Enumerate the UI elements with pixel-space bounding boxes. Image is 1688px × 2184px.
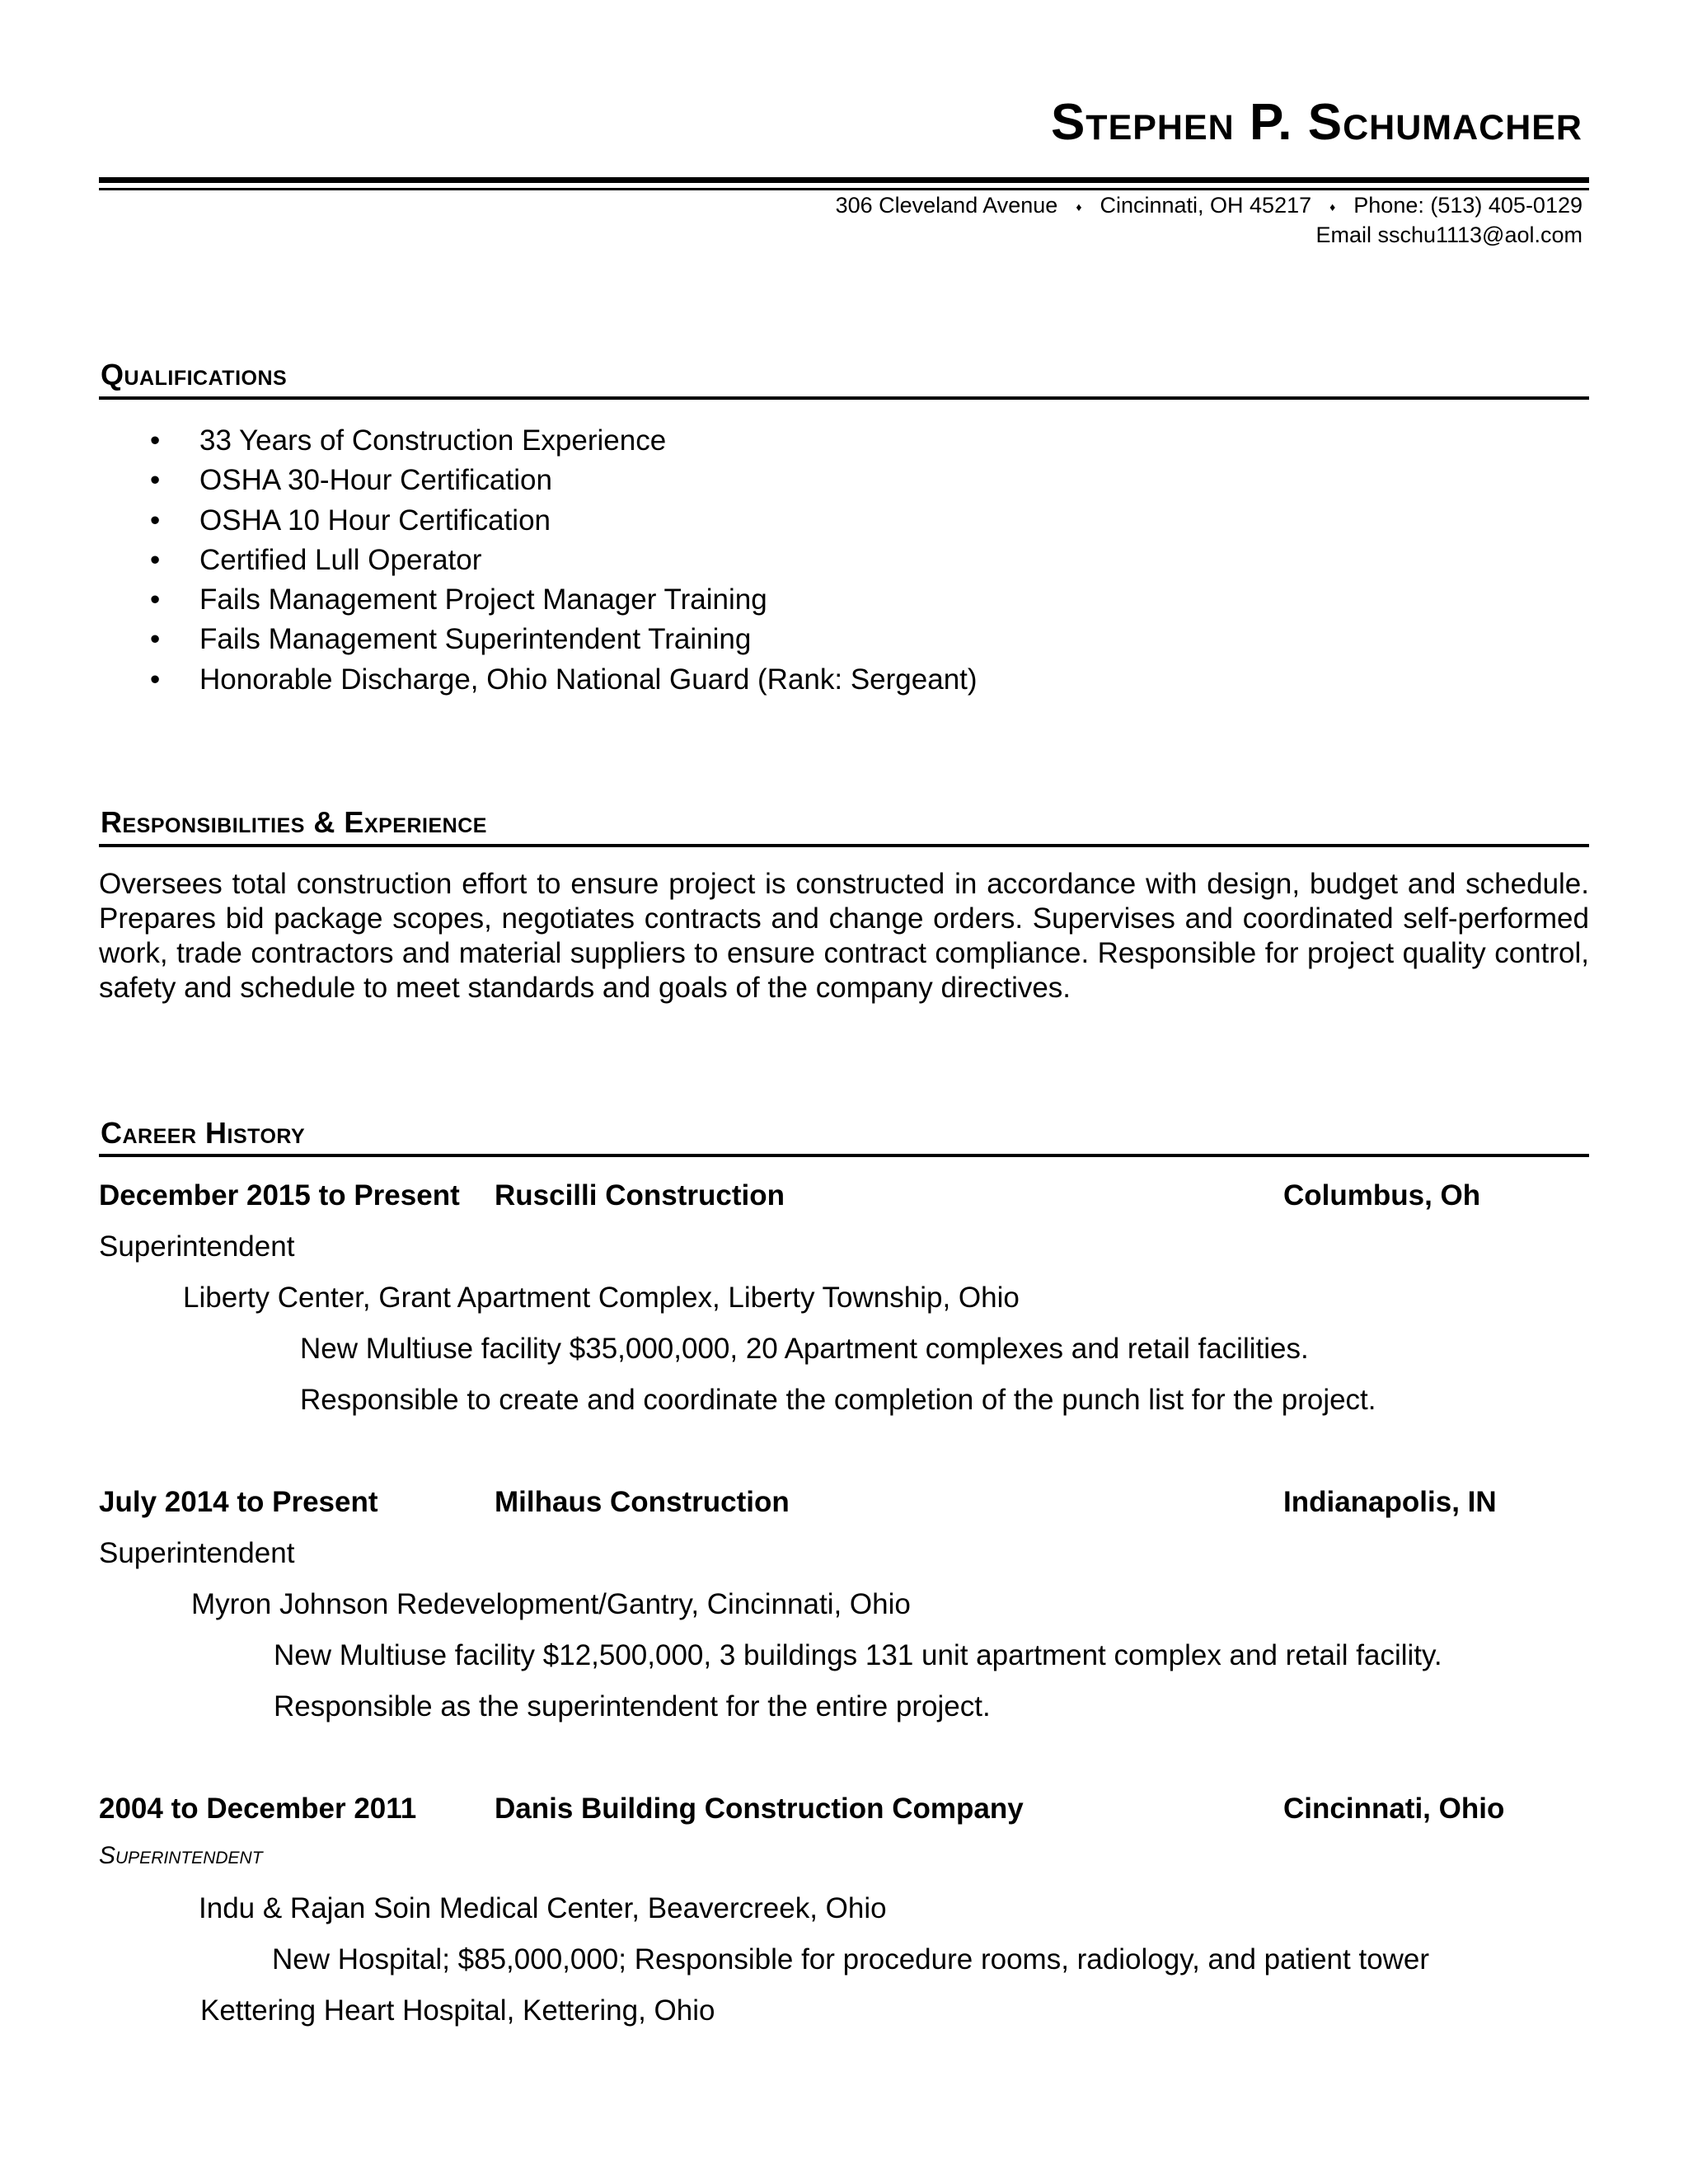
bullet-icon: • xyxy=(150,583,161,616)
responsibilities-rule xyxy=(99,844,1589,847)
bullet-icon: • xyxy=(150,663,161,696)
job-location: Indianapolis, IN xyxy=(1283,1486,1497,1518)
job-project: Myron Johnson Redevelopment/Gantry, Cincinnati, Ohio xyxy=(191,1588,911,1620)
job-dates: December 2015 to Present xyxy=(99,1179,460,1212)
list-item: • 33 Years of Construction Experience xyxy=(150,421,978,461)
bullet-icon: • xyxy=(150,623,161,656)
bullet-icon: • xyxy=(150,543,161,576)
email: Email sschu1113@aol.com xyxy=(1315,222,1582,247)
job-project: Kettering Heart Hospital, Kettering, Ohio xyxy=(200,1994,715,2027)
career-heading: Career History xyxy=(101,1116,306,1150)
contact-block xyxy=(836,191,1582,249)
job-detail: New Hospital; $85,000,000; Responsible for procedure rooms, radiology, and patient tower xyxy=(272,1943,1430,1975)
list-item: • Fails Management Project Manager Training xyxy=(150,580,978,620)
bullet-icon: • xyxy=(150,504,161,537)
career-rule xyxy=(99,1154,1589,1157)
job-company: Danis Building Construction Company xyxy=(495,1793,1024,1825)
bullet-icon: • xyxy=(150,424,161,457)
qualifications-rule xyxy=(99,396,1589,400)
bullet-icon: • xyxy=(150,464,161,497)
contact-line xyxy=(836,191,1582,221)
job-location: Cincinnati, Ohio xyxy=(1283,1793,1505,1825)
header-rule-thick xyxy=(99,177,1589,183)
separator-diamond-icon: ♦ xyxy=(1076,199,1082,213)
job-title: Superintendent xyxy=(99,1230,295,1263)
phone: Phone: (513) 405-0129 xyxy=(1353,193,1582,218)
list-item: • OSHA 30-Hour Certification xyxy=(150,461,978,500)
job-dates: 2004 to December 2011 xyxy=(99,1793,417,1825)
job-dates: July 2014 to Present xyxy=(99,1486,378,1518)
job-detail: Responsible as the superintendent for the entire project. xyxy=(274,1690,991,1722)
list-item: • Fails Management Superintendent Training xyxy=(150,620,978,659)
job-location: Columbus, Oh xyxy=(1283,1179,1481,1212)
responsibilities-heading: Responsibilities & Experience xyxy=(101,805,487,839)
list-item: • Certified Lull Operator xyxy=(150,541,978,580)
job-title: Superintendent xyxy=(99,1537,295,1569)
job-project: Indu & Rajan Soin Medical Center, Beavercreek, Ohio xyxy=(199,1892,887,1924)
responsibilities-paragraph: Oversees total construction effort to ensure project is constructed in accordance with design, budget and schedule. Prepares bid package scopes, negotiates contracts and change orders. Supervises and coordinated self-performed work, trade contractors and material suppliers to ensure contract compliance. Responsible for project quality control, safety and schedule to meet standards and goals of the company directives. xyxy=(99,868,1589,1004)
list-item: • OSHA 10 Hour Certification xyxy=(150,501,978,541)
qualifications-heading: Qualifications xyxy=(101,358,288,391)
list-item: • Honorable Discharge, Ohio National Guard (Rank: Sergeant) xyxy=(150,660,978,700)
job-detail: New Multiuse facility $12,500,000, 3 buildings 131 unit apartment complex and retail facility. xyxy=(274,1639,1442,1671)
job-title: Superintendent xyxy=(99,1842,263,1869)
header-rule-thin xyxy=(99,188,1589,190)
job-detail: Responsible to create and coordinate the completion of the punch list for the project. xyxy=(300,1384,1376,1416)
candidate-name: Stephen P. Schumacher xyxy=(1050,94,1582,151)
qualifications-list xyxy=(150,421,978,700)
job-project: Liberty Center, Grant Apartment Complex, Liberty Township, Ohio xyxy=(183,1282,1020,1314)
job-company: Ruscilli Construction xyxy=(495,1179,785,1212)
job-company: Milhaus Construction xyxy=(495,1486,790,1518)
job-detail: New Multiuse facility $35,000,000, 20 Apartment complexes and retail facilities. xyxy=(300,1333,1309,1365)
address: 306 Cleveland Avenue xyxy=(835,193,1058,218)
city: Cincinnati, OH 45217 xyxy=(1100,193,1312,218)
separator-diamond-icon: ♦ xyxy=(1329,199,1336,213)
